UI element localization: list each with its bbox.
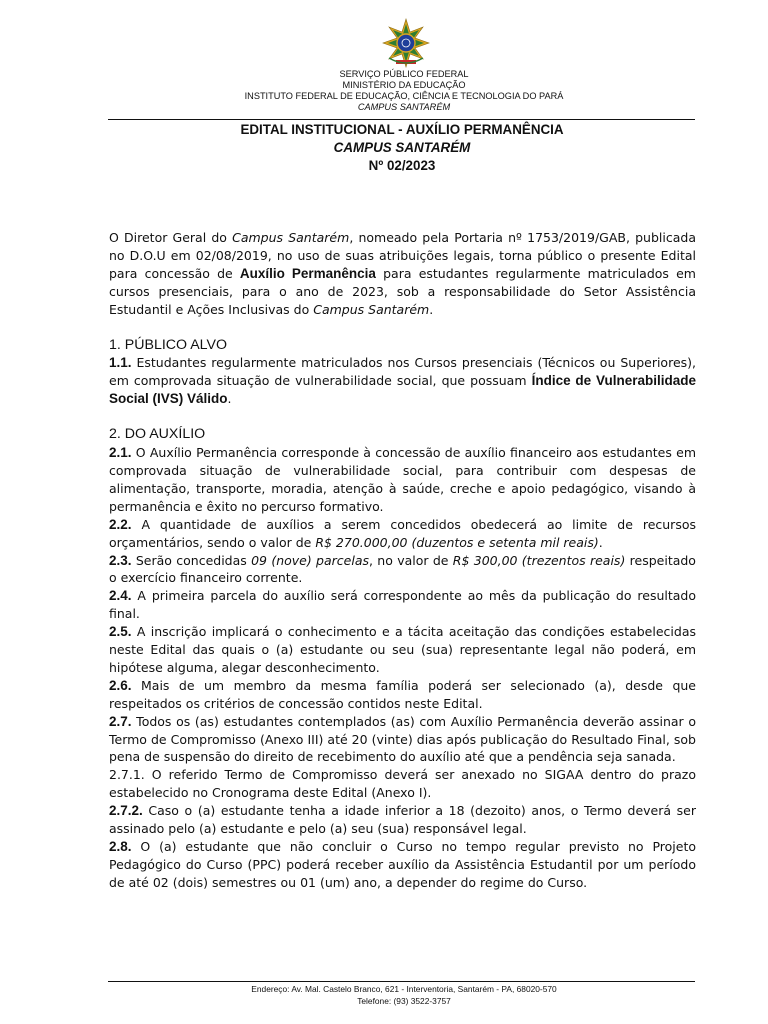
item-text: . bbox=[598, 534, 603, 550]
item-2-5 bbox=[109, 623, 696, 677]
intro-text: , nomeado pela Portaria nº 1753/2019/GAB, publicada no D.O.U em 02/08/2019, no uso de suas atribuições legais, torna público o presente Edital para concessão de bbox=[109, 230, 696, 281]
institution-header bbox=[0, 69, 768, 113]
item-2-8 bbox=[109, 838, 696, 892]
intro-campus: Campus Santarém bbox=[313, 301, 430, 317]
item-2-6 bbox=[109, 677, 696, 713]
item-number: 2.2. bbox=[109, 516, 132, 532]
item-2-7-1 bbox=[109, 766, 696, 802]
item-italic-text: 09 (nove) parcelas bbox=[251, 552, 369, 568]
item-2-3 bbox=[109, 552, 696, 588]
footer-phone: Telefone: (93) 3522-3757 bbox=[357, 996, 451, 1006]
brazil-coat-of-arms-icon bbox=[381, 18, 431, 68]
item-number: 2.3. bbox=[109, 552, 132, 568]
title-main: EDITAL INSTITUCIONAL - AUXÍLIO PERMANÊNCIA bbox=[240, 122, 564, 137]
footer-address: Endereço: Av. Mal. Castelo Branco, 621 - Interventoria, Santarém - PA, 68020-570 bbox=[251, 984, 557, 994]
item-text: A primeira parcela do auxílio será correspondente ao mês da publicação do resultado final. bbox=[109, 588, 696, 622]
title-number: Nº 02/2023 bbox=[368, 158, 436, 173]
item-bold-text: Índice de Vulnerabilidade Social (IVS) Válido bbox=[109, 373, 697, 407]
intro-text: . bbox=[429, 301, 434, 317]
item-number: 2.1. bbox=[109, 445, 132, 461]
item-text: A quantidade de auxílios a serem concedidos obedecerá ao limite de recursos orçamentários, sendo o valor de bbox=[109, 516, 696, 550]
item-number: 2.4. bbox=[109, 588, 132, 604]
item-2-7-2 bbox=[109, 802, 696, 838]
intro-paragraph bbox=[109, 229, 696, 319]
item-2-4 bbox=[109, 587, 696, 623]
header-divider bbox=[108, 119, 695, 120]
item-text: . bbox=[227, 391, 232, 407]
item-number: 2.6. bbox=[109, 677, 132, 693]
section-2-title: 2. DO AUXÍLIO bbox=[109, 426, 206, 443]
item-2-2 bbox=[109, 516, 696, 552]
footer-divider bbox=[108, 981, 695, 982]
item-number: 1.1. bbox=[109, 355, 132, 371]
item-number: 2.7.1. bbox=[109, 767, 145, 783]
item-text: O referido Termo de Compromisso deverá ser anexado no SIGAA dentro do prazo estabelecido no Cronograma deste Edital (Anexo I). bbox=[109, 767, 696, 801]
document-body bbox=[109, 229, 696, 892]
section-1-title: 1. PÚBLICO ALVO bbox=[109, 336, 228, 353]
header-campus: CAMPUS SANTARÉM bbox=[357, 102, 451, 112]
item-text: Mais de um membro da mesma família poderá ser selecionado (a), desde que respeitados os critérios de concessão contidos neste Edital. bbox=[109, 677, 696, 711]
item-italic-text: R$ 270.000,00 (duzentos e setenta mil reais) bbox=[315, 534, 599, 550]
item-number: 2.5. bbox=[109, 624, 132, 640]
intro-auxilio: Auxílio Permanência bbox=[239, 265, 376, 281]
page-footer bbox=[0, 983, 768, 1007]
item-text: A inscrição implicará o conhecimento e a tácita aceitação das condições estabelecidas neste Edital das quais o (a) estudante ou seu (sua) representante legal não poderá, em hipótese alguma, alegar desconhecimento. bbox=[109, 624, 696, 675]
intro-campus: Campus Santarém bbox=[232, 230, 350, 245]
item-text: , no valor de bbox=[369, 552, 453, 568]
item-number: 2.8. bbox=[109, 839, 132, 854]
edital-title bbox=[0, 121, 768, 175]
item-text: Serão concedidas bbox=[131, 552, 252, 568]
item-text: O (a) estudante que não concluir o Curso no tempo regular previsto no Projeto Pedagógico do Curso (PPC) poderá receber auxílio da Assistência Estudantil por um período de até 02 (dois) semestres ou 01 (um) ano, a depender do regime do Curso. bbox=[109, 839, 696, 890]
item-text: Caso o (a) estudante tenha a idade inferior a 18 (dezoito) anos, o Termo deverá ser assinado pelo (a) estudante e pelo (a) seu (sua) responsável legal. bbox=[109, 803, 696, 837]
item-number: 2.7.2. bbox=[109, 803, 143, 819]
intro-text: para estudantes regularmente matriculados em cursos presenciais, para o ano de 2023, sob a responsabilidade do Setor Assistência Estudantil e Ações Inclusivas do bbox=[109, 265, 696, 317]
item-text: Estudantes regularmente matriculados nos Cursos presenciais (Técnicos ou Superiores), em comprovada situação de vulnerabilidade social, que possuam bbox=[109, 355, 696, 389]
header-ministry: MINISTÉRIO DA EDUCAÇÃO bbox=[342, 80, 466, 90]
title-campus: CAMPUS SANTARÉM bbox=[333, 140, 471, 155]
item-text: Todos os (as) estudantes contemplados (as) com Auxílio Permanência deverão assinar o Termo de Compromisso (Anexo III) até 20 (vinte) dias após publicação do Resultado Final, sob pena de suspensão do direito de recebimento do auxílio até que a pendência seja sanada. bbox=[109, 713, 696, 765]
item-text: respeitado o exercício financeiro corrente. bbox=[109, 552, 696, 586]
item-2-1 bbox=[109, 444, 696, 516]
intro-text: O Diretor Geral do bbox=[109, 230, 233, 245]
item-2-7 bbox=[109, 713, 696, 767]
item-italic-text: R$ 300,00 (trezentos reais) bbox=[452, 552, 626, 568]
item-text: O Auxílio Permanência corresponde à concessão de auxílio financeiro aos estudantes em comprovada situação de vulnerabilidade social, para contribuir com despesas de alimentação, transporte, moradia, atenção à saúde, creche e apoio pedagógico, visando à permanência e êxito no percurso formativo. bbox=[109, 445, 696, 514]
header-service: SERVIÇO PÚBLICO FEDERAL bbox=[339, 69, 469, 79]
header-institute: INSTITUTO FEDERAL DE EDUCAÇÃO, CIÊNCIA E TECNOLOGIA DO PARÁ bbox=[244, 91, 564, 101]
item-number: 2.7. bbox=[109, 713, 132, 729]
item-1-1 bbox=[109, 354, 696, 408]
